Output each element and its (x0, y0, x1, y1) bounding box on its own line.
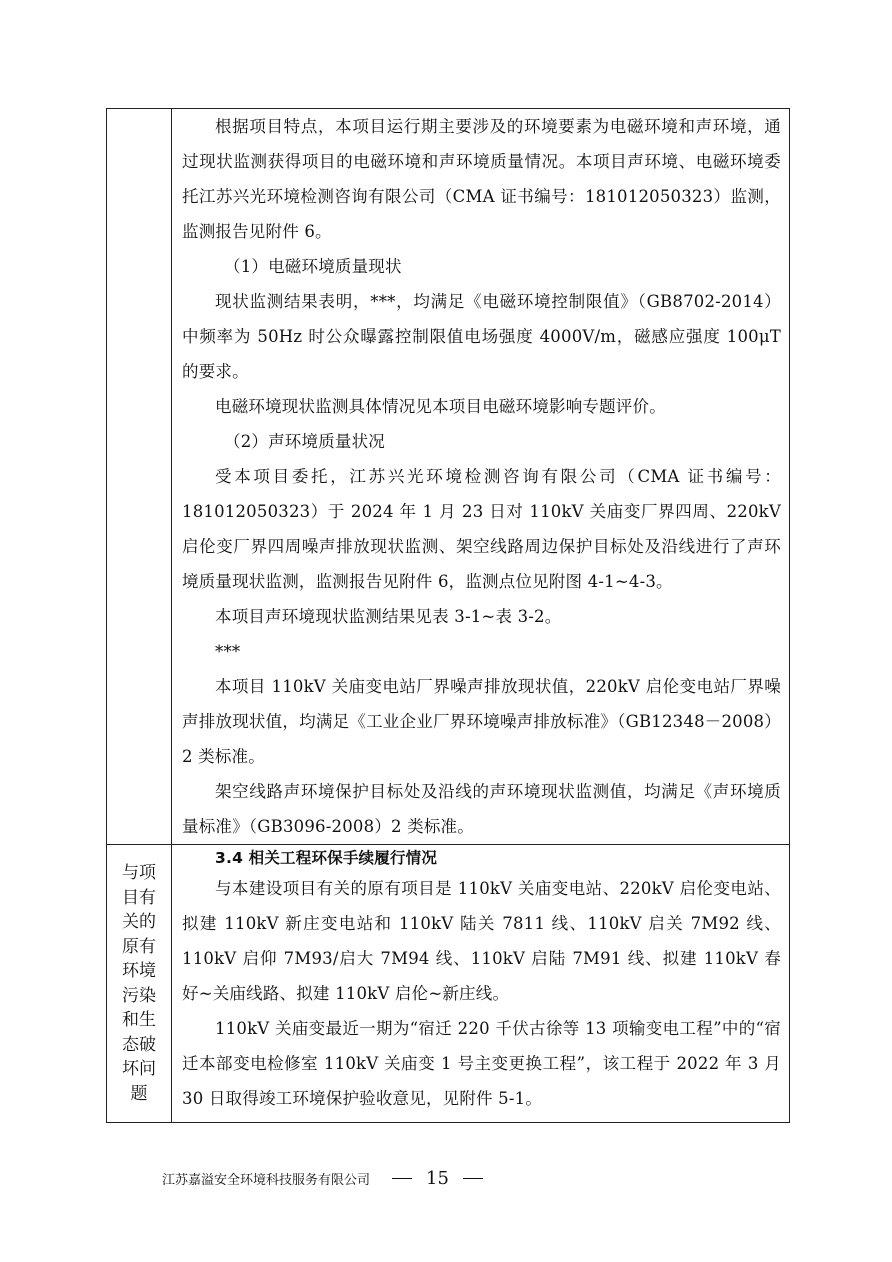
table-row (107, 109, 790, 845)
row-label: 与项目有关的原有环境污染和生态破坏问题 (107, 845, 172, 1123)
section-title: 3.4 相关工程环保手续履行情况 (215, 849, 438, 867)
paragraph: 本项目 110kV 关庙变电站厂界噪声排放现状值，220kV 启伦变电站厂界噪声排放现状值，均满足《工业企业厂界环境噪声排放标准》（GB12348－2008）2 类标准。 (182, 677, 781, 766)
subheading-acoustic: （2）声环境质量状况 (224, 432, 385, 451)
paragraph: 本项目声环境现状监测结果见表 3-1~表 3-2。 (215, 607, 562, 626)
paragraph: 与本建设项目有关的原有项目是 110kV 关庙变电站、220kV 启伦变电站、拟建 110kV 新庄变电站和 110kV 陆关 7811 线、110kV 启关 7M92 线、110kV 启仰 7M93/启大 7M94 线、110kV 启陆 7M91 线、拟建 110kV 春好~关庙线路、拟建 110kV 启伦~新庄线。 (182, 879, 781, 1003)
content-table (106, 108, 790, 1123)
paragraph: 根据项目特点，本项目运行期主要涉及的环境要素为电磁环境和声环境，通过现状监测获得项目的电磁环境和声环境质量情况。本项目声环境、电磁环境委托江苏兴光环境检测咨询有限公司（CMA 证书编号：181012050323）监测，监测报告见附件 6。 (182, 117, 781, 241)
environment-status-cell (172, 109, 790, 845)
subheading-electromagnetic: （1）电磁环境质量现状 (224, 257, 402, 276)
page-footer (162, 1166, 483, 1190)
footer-company: 江苏嘉溢安全环境科技服务有限公司 (162, 1172, 371, 1188)
footer-dash (392, 1178, 412, 1179)
empty-label-cell (107, 109, 172, 845)
paragraph: 110kV 关庙变最近一期为“宿迁 220 千伏古徐等 13 项输变电工程”中的“宿迁本部变电检修室 110kV 关庙变 1 号主变更换工程”，该工程于 2022 年 3 月 30 日取得竣工环境保护验收意见，见附件 5-1。 (182, 1019, 781, 1108)
placeholder-text: *** (215, 642, 241, 661)
footer-dash (463, 1178, 483, 1179)
paragraph: 电磁环境现状监测具体情况见本项目电磁环境影响专题评价。 (215, 397, 666, 416)
paragraph: 现状监测结果表明，***，均满足《电磁环境控制限值》（GB8702-2014）中频率为 50Hz 时公众曝露控制限值电场强度 4000V/m，磁感应强度 100μT 的要求。 (182, 292, 781, 381)
table-row (107, 845, 790, 1123)
page-number: 15 (426, 1167, 449, 1189)
paragraph: 受本项目委托，江苏兴光环境检测咨询有限公司（CMA 证书编号：181012050323）于 2024 年 1 月 23 日对 110kV 关庙变厂界四周、220kV 启伦变厂界四周噪声排放现状监测、架空线路周边保护目标处及沿线进行了声环境质量现状监测，监测报告见附件 6，监测点位见附图 4-1~4-3。 (182, 467, 781, 591)
related-projects-cell (172, 845, 790, 1123)
paragraph: 架空线路声环境保护目标处及沿线的声环境现状监测值，均满足《声环境质量标准》（GB3096-2008）2 类标准。 (182, 782, 781, 836)
